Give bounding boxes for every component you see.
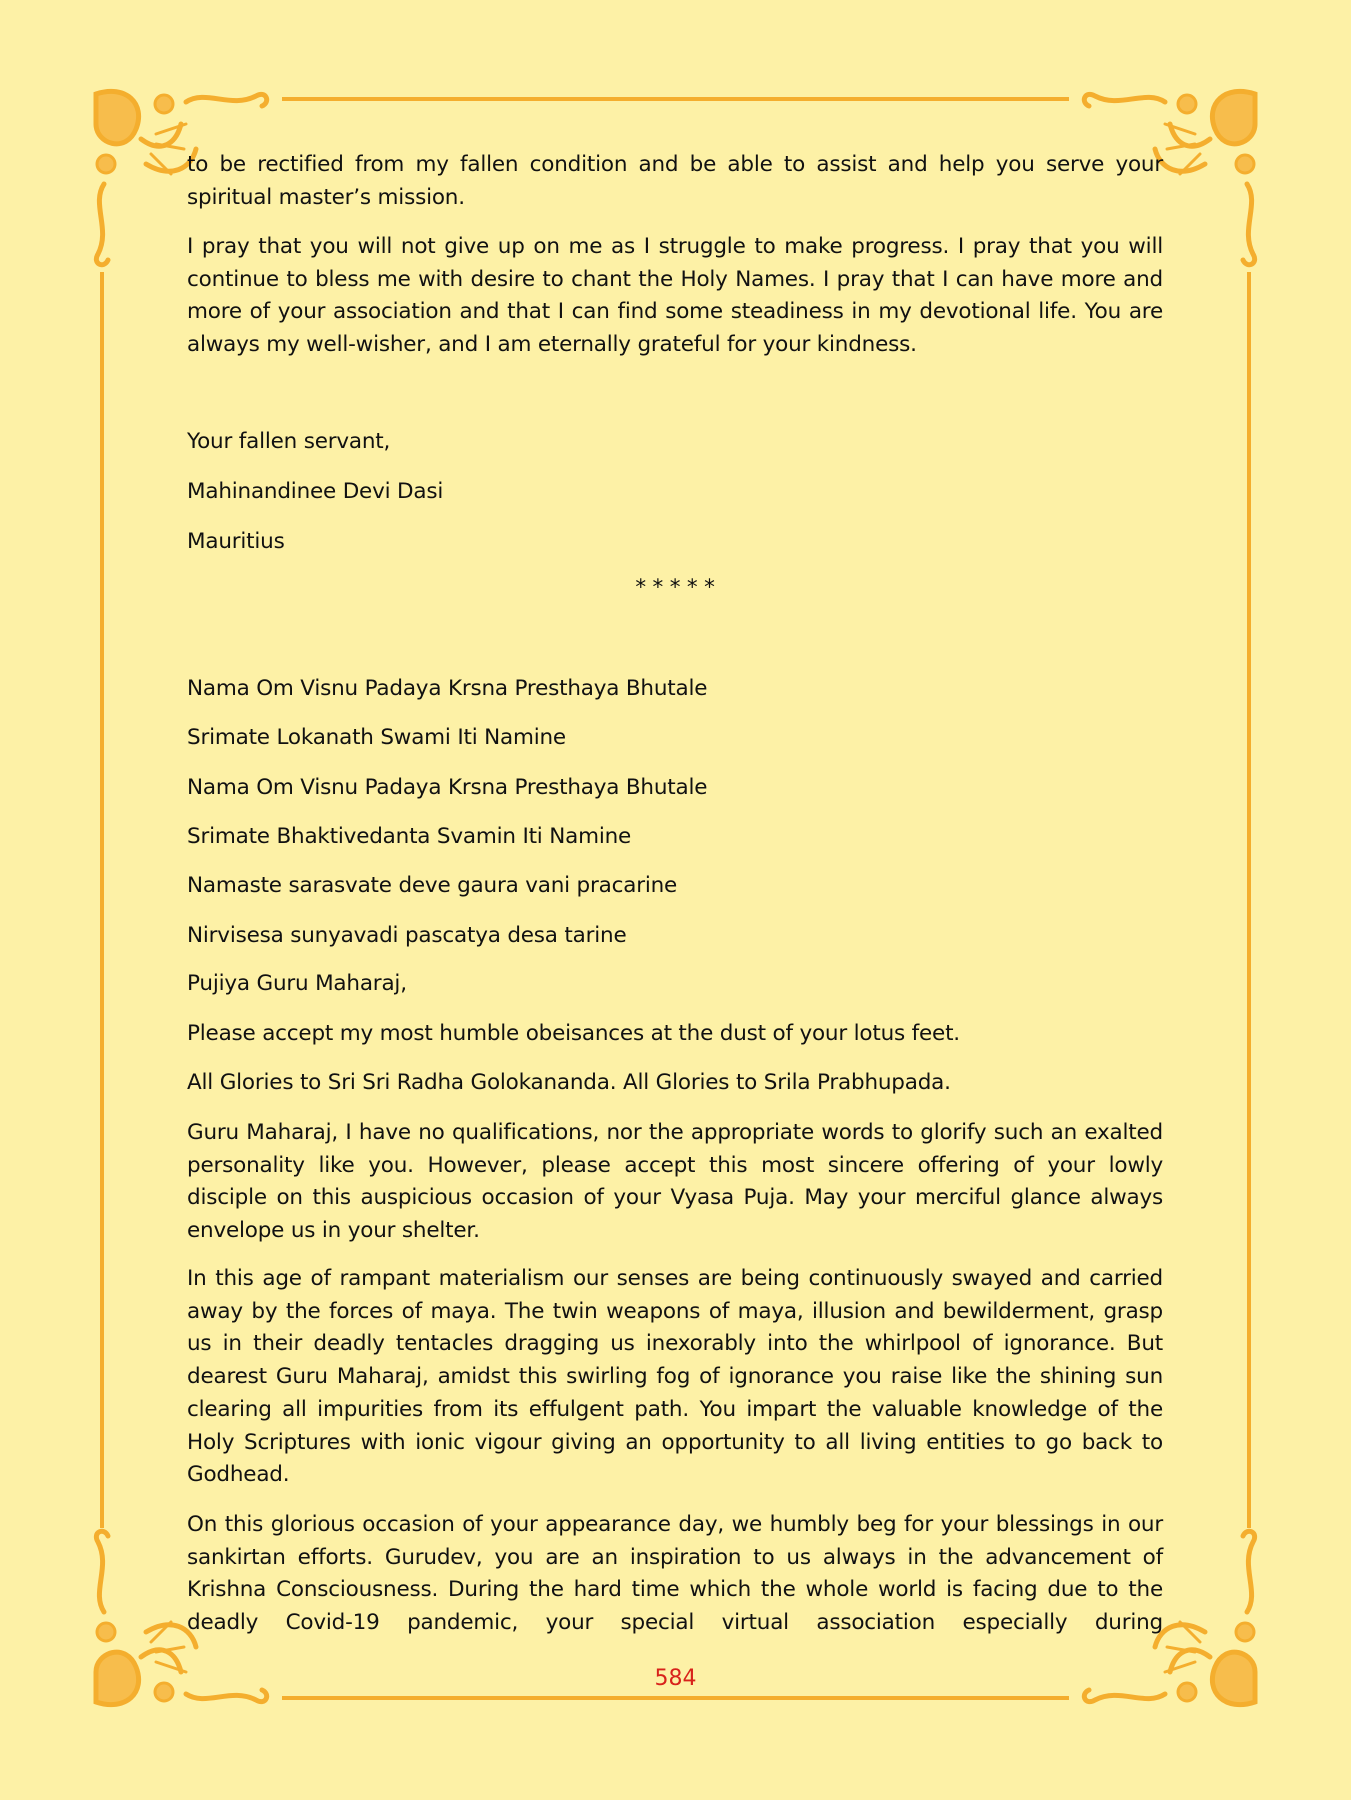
signoff-closing: Your fallen servant,	[187, 429, 391, 454]
salutation: Pujiya Guru Maharaj,	[187, 971, 407, 996]
border-bottom	[282, 1696, 1069, 1700]
paragraph: On this glorious occasion of your appearance day, we humbly beg for your blessings in our sankirtan efforts. Gurudev, you are an inspiration to us always in the advancement of Krishna Consciousness. During the hard time which the whole world is facing due to the deadly Covid-19 pandemic, your special virtual association especially during	[187, 1512, 1163, 1636]
page-number: 584	[654, 1666, 697, 1691]
paragraph: In this age of rampant materialism our senses are being continuously swayed and carried away by the forces of maya. The twin weapons of maya, illusion and bewilderment, grasp us in their deadly tentacles dragging us inexorably into the whirlpool of ignorance. But dearest Guru Maharaj, amidst this swirling fog of ignorance you raise like the shining sun clearing all impurities from its effulgent path. You impart the valuable knowledge of the Holy Scriptures with ionic vigour giving an opportunity to all living entities to go back to Godhead.	[187, 1266, 1163, 1488]
prayer-line: Nirvisesa sunyavadi pascatya desa tarine	[187, 923, 627, 948]
paragraph: to be rectified from my fallen condition and be able to assist and help you serve your spiritual master’s mission.	[187, 152, 1163, 210]
glories: All Glories to Sri Sri Radha Golokananda. All Glories to Srila Prabhupada.	[187, 1070, 951, 1095]
prayer-line: Srimate Bhaktivedanta Svamin Iti Namine	[187, 824, 632, 849]
border-right	[1247, 272, 1251, 1528]
prayer-line: Nama Om Visnu Padaya Krsna Presthaya Bhutale	[187, 676, 708, 701]
prayer-line: Namaste sarasvate deve gaura vani pracarine	[187, 873, 678, 898]
separator: * * * * *	[635, 575, 715, 600]
paragraph: Guru Maharaj, I have no qualifications, nor the appropriate words to glorify such an exalted personality like you. However, please accept this most sincere offering of your lowly disciple on this auspicious occasion of your Vyasa Puja. May your merciful glance always envelope us in your shelter.	[187, 1120, 1163, 1244]
prayer-line: Nama Om Visnu Padaya Krsna Presthaya Bhutale	[187, 775, 708, 800]
signoff-name: Mahinandinee Devi Dasi	[187, 479, 444, 504]
prayer-line: Srimate Lokanath Swami Iti Namine	[187, 725, 566, 750]
border-top	[282, 97, 1069, 101]
paragraph: I pray that you will not give up on me as I struggle to make progress. I pray that you will continue to bless me with desire to chant the Holy Names. I pray that I can have more and more of your association and that I can find some steadiness in my devotional life. You are always my well-wisher, and I am eternally grateful for your kindness.	[187, 234, 1163, 358]
obeisance: Please accept my most humble obeisances at the dust of your lotus feet.	[187, 1021, 960, 1046]
border-left	[100, 272, 104, 1528]
signoff-location: Mauritius	[187, 529, 285, 554]
